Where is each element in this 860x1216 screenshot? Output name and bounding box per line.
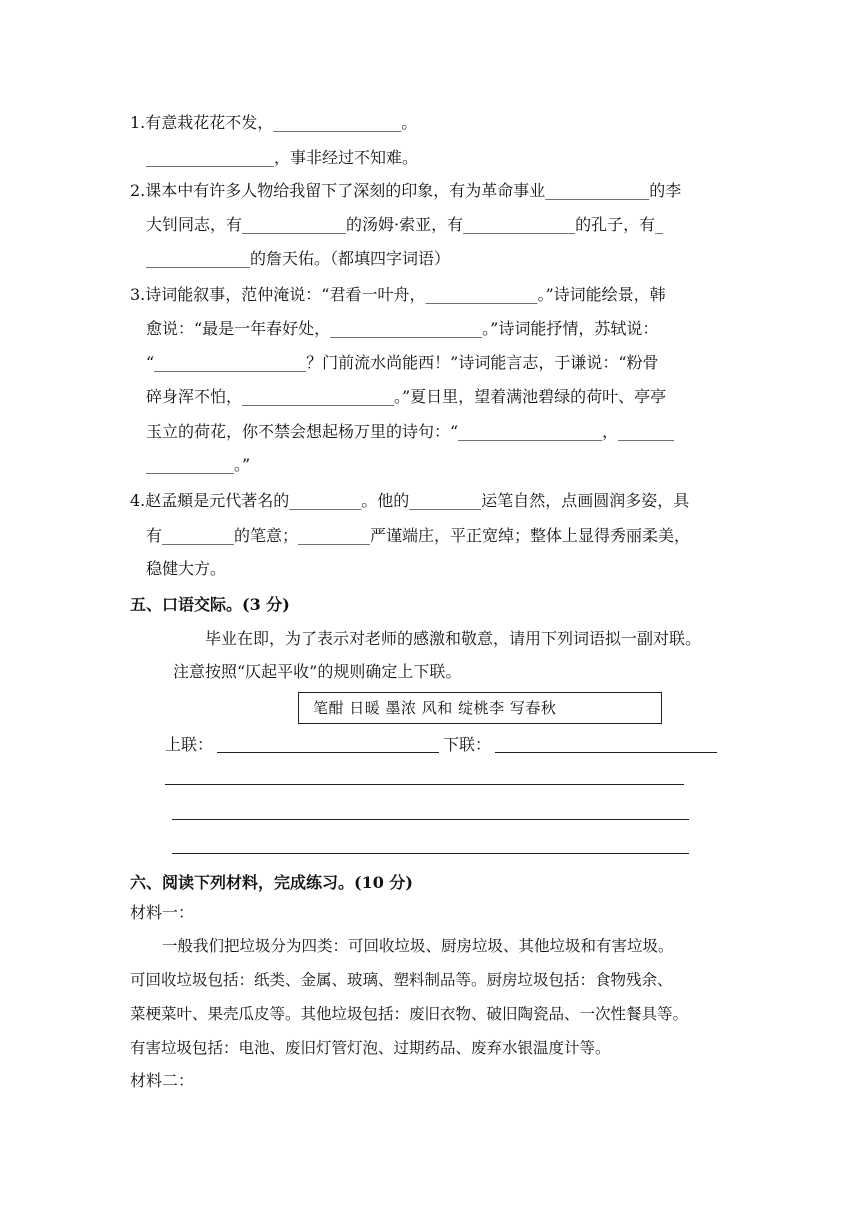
q2-line-2: 大钊同志，有_____________的汤姆·索亚，有______________的孔子，有_ [146, 215, 664, 234]
q4-line-3: 稳健大方。 [146, 559, 227, 578]
q3-line-4: 碎身浑不怕，___________________。”夏日里，望着满池碧绿的荷叶、亭亭 [146, 387, 667, 406]
q1-line-2: ________________，事非经过不知难。 [146, 148, 419, 167]
material-1-para-3: 菜梗菜叶、果壳瓜皮等。其他垃圾包括：废旧衣物、破旧陶瓷品、一次性餐具等。 [130, 1005, 689, 1023]
answer-line-2[interactable] [172, 819, 689, 820]
word-box-text: 笔酣 日暖 墨浓 风和 绽桃李 写春秋 [313, 699, 557, 717]
material-2-label: 材料二： [130, 1071, 195, 1090]
material-1-para-1: 一般我们把垃圾分为四类：可回收垃圾、厨房垃圾、其他垃圾和有害垃圾。 [162, 937, 674, 955]
word-box [298, 692, 662, 724]
q2-line-1: 2.课本中有许多人物给我留下了深刻的印象，有为革命事业_____________的李 [130, 181, 682, 200]
material-1-label: 材料一： [130, 903, 195, 922]
lower-couplet-label: 下联： [443, 735, 492, 754]
section-5-heading: 五、口语交际。(3 分) [130, 595, 290, 614]
q3-line-5: 玉立的荷花，你不禁会想起杨万里的诗句：“__________________，_______ [146, 422, 675, 441]
material-1-para-4: 有害垃圾包括：电池、废旧灯管灯泡、过期药品、废弃水银温度计等。 [130, 1039, 611, 1057]
section-6-heading: 六、阅读下列材料，完成练习。(10 分) [130, 873, 413, 892]
answer-line-3[interactable] [172, 853, 689, 854]
answer-line-1[interactable] [165, 784, 684, 785]
q4-line-1: 4.赵孟頫是元代著名的_________。他的_________运笔自然，点画圆润多姿，具 [130, 491, 690, 510]
q4-line-2: 有_________的笔意；_________严谨端庄，平正宽绰；整体上显得秀丽柔美， [146, 526, 691, 545]
section-5-instruction-1: 毕业在即，为了表示对老师的感激和敬意，请用下列词语拟一副对联。 [205, 629, 702, 648]
upper-couplet-blank[interactable] [217, 752, 439, 753]
q3-line-2: 愈说：“最是一年春好处，___________________。”诗词能抒情，苏轼说： [146, 319, 659, 338]
lower-couplet-blank[interactable] [495, 752, 717, 753]
q3-line-1: 3.诗词能叙事，范仲淹说：“君看一叶舟，______________。”诗词能绘景，韩 [130, 285, 666, 304]
section-5-instruction-2: 注意按照“仄起平收”的规则确定上下联。 [173, 662, 462, 681]
q3-line-6: ___________。” [146, 455, 251, 474]
q2-line-3: _____________的詹天佑。（都填四字词语） [146, 249, 451, 268]
q1-line-1: 1.有意栽花花不发，________________。 [130, 113, 418, 132]
upper-couplet-label: 上联： [165, 735, 214, 754]
q3-line-3: “___________________？门前流水尚能西！”诗词能言志，于谦说：“粉骨 [146, 353, 659, 372]
material-1-para-2: 可回收垃圾包括：纸类、金属、玻璃、塑料制品等。厨房垃圾包括：食物残余、 [130, 971, 673, 989]
